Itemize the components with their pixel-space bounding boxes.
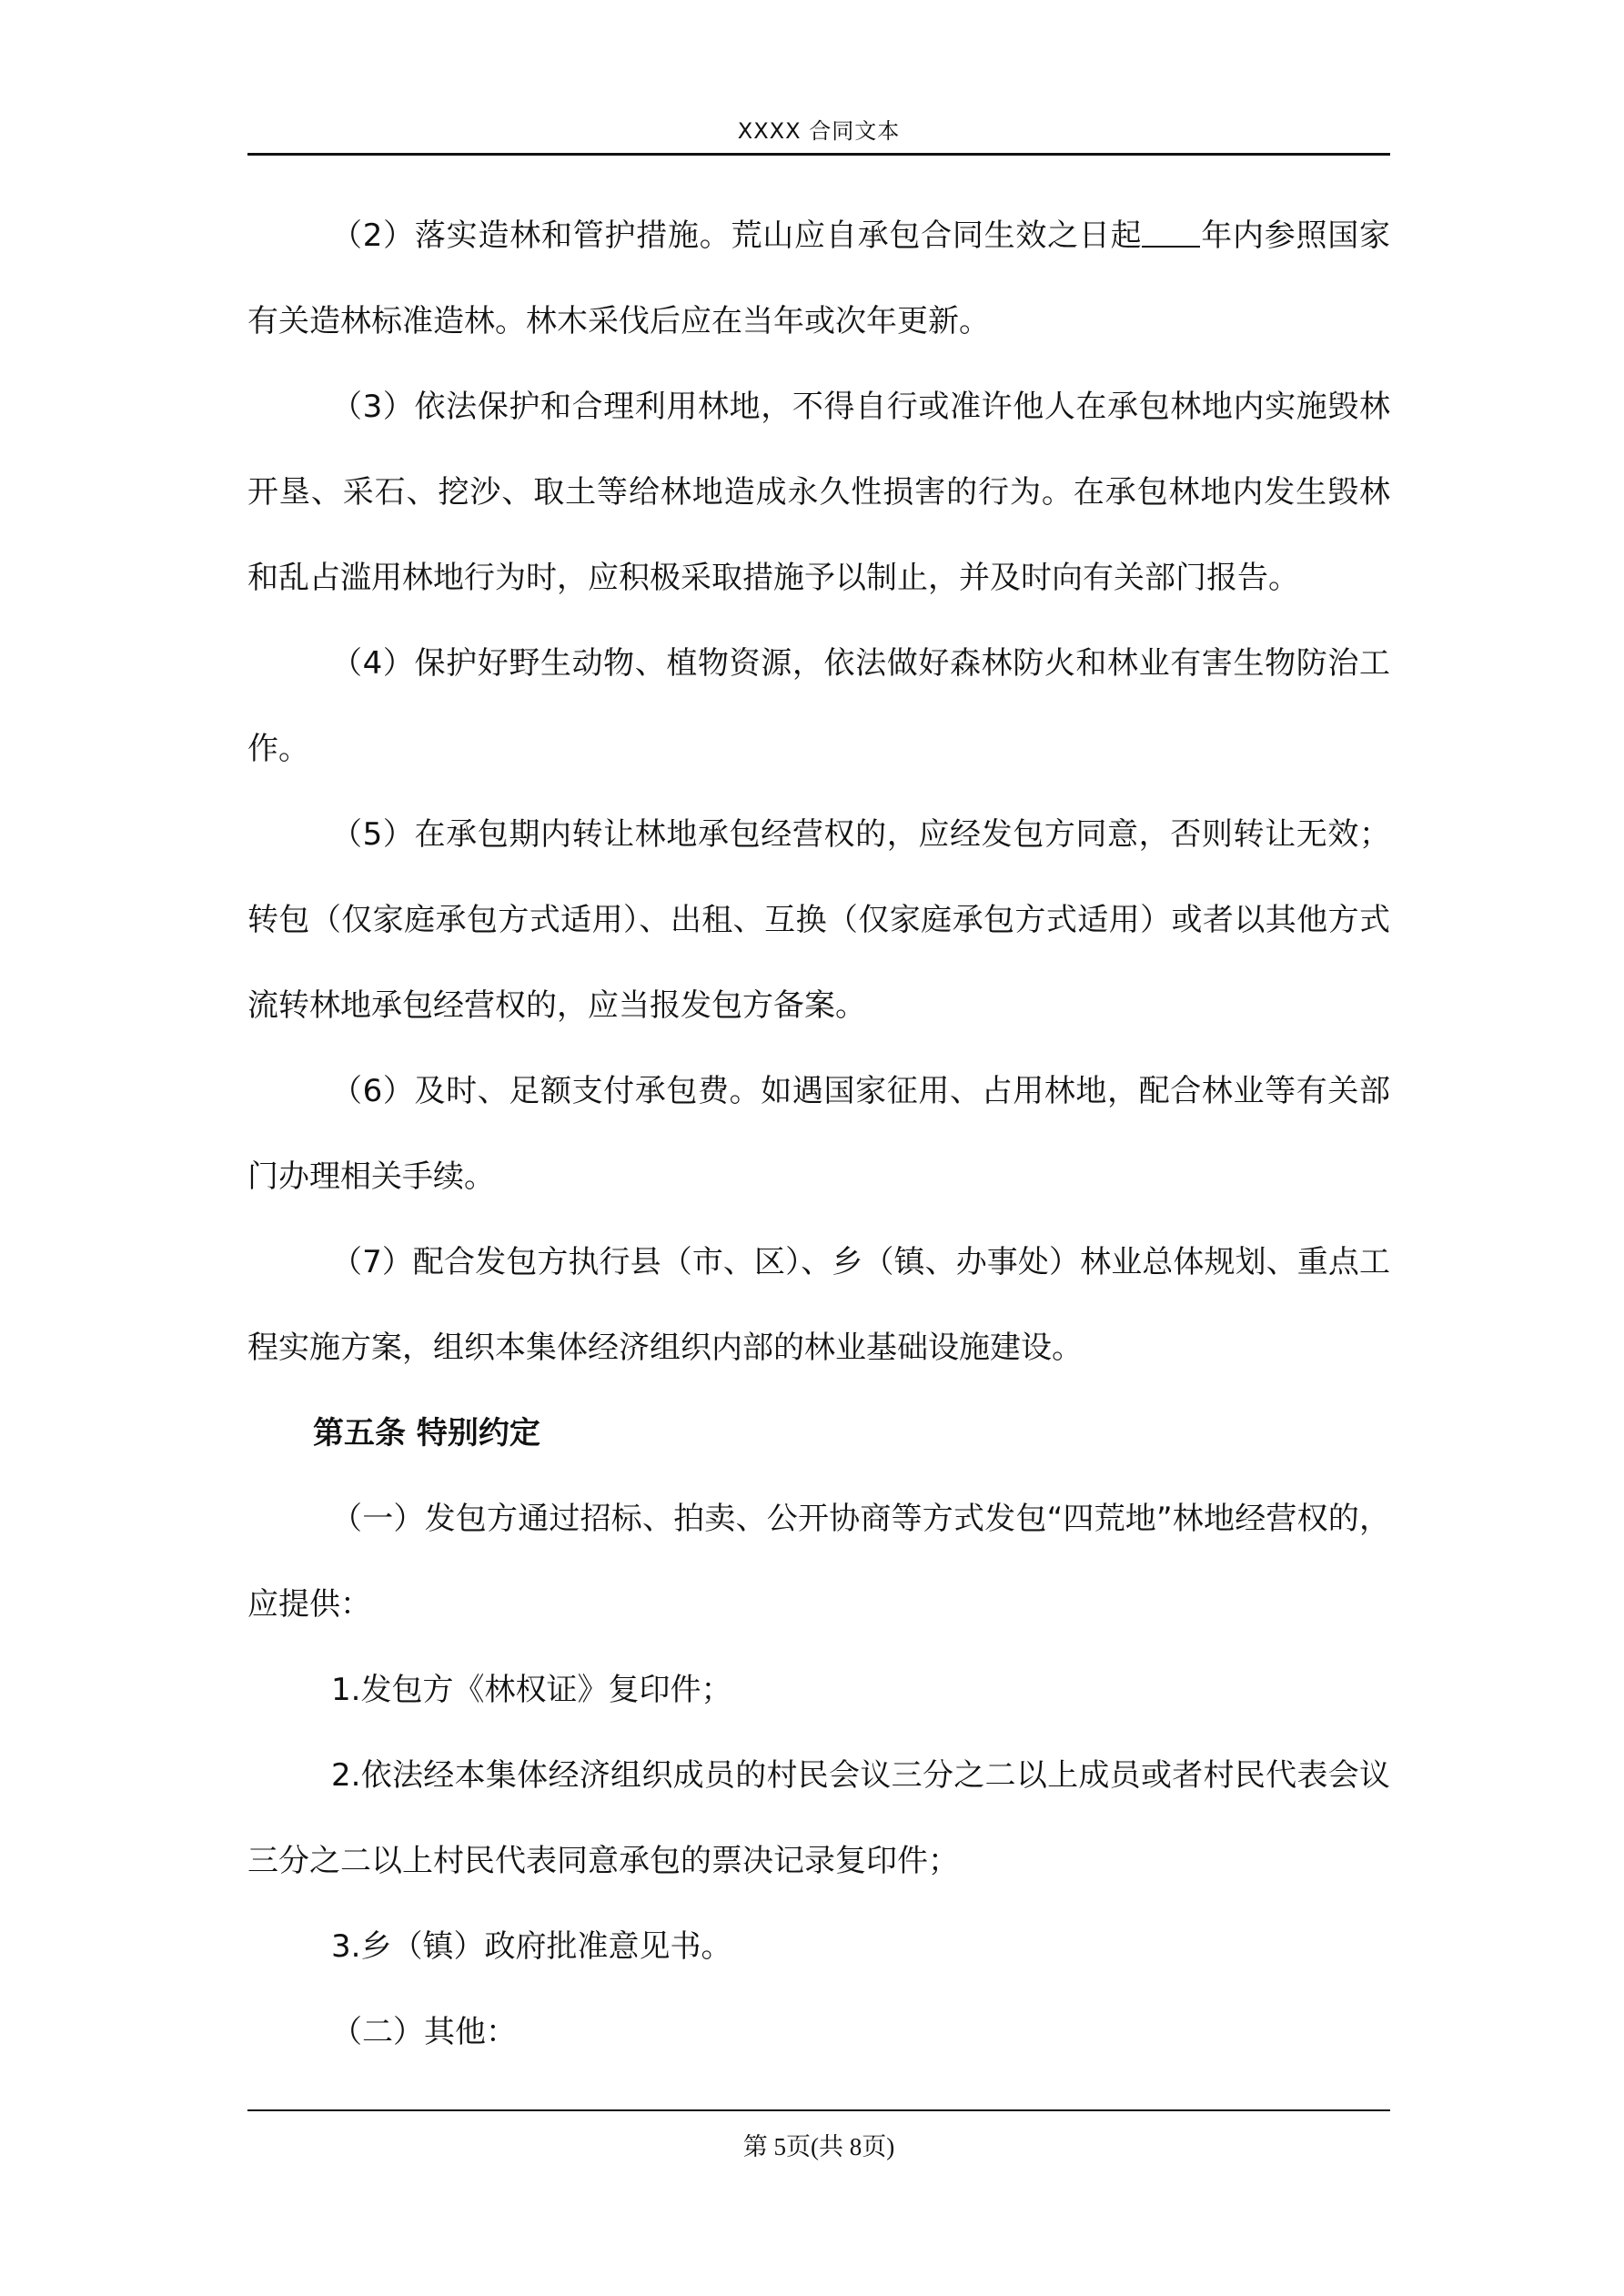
paragraph-3: （3）依法保护和合理利用林地，不得自行或准许他人在承包林地内实施毁林开垦、采石、挖沙、取土等给林地造成永久性损害的行为。在承包林地内发生毁林和乱占滥用林地行为时，应积极采取措施予以制止，并及时向有关部门报告。 — [247, 389, 1390, 596]
article-5-heading: 第五条 特别约定 — [313, 1415, 540, 1451]
page-number: 第 5页(共 8页) — [742, 2133, 895, 2160]
paragraph-6: （6）及时、足额支付承包费。如遇国家征用、占用林地，配合林业等有关部门办理相关手续。 — [247, 1073, 1390, 1195]
fill-in-blank — [1142, 218, 1200, 248]
paragraph-2 — [247, 193, 1390, 364]
paragraph-2-text-before: （2）落实造林和管护措施。荒山应自承包合同生效之日起 — [331, 217, 1143, 254]
footer-divider — [247, 2109, 1390, 2111]
paragraph-2-text-after: 年内参照国家有关造林标准造林。林木采伐后应在当年或次年更新。 — [247, 217, 1391, 339]
paragraph-4: （4）保护好野生动物、植物资源，依法做好森林防火和林业有害生物防治工作。 — [247, 645, 1390, 767]
section-1-item-2: 2.依法经本集体经济组织成员的村民会议三分之二以上成员或者村民代表会议三分之二以上村民代表同意承包的票决记录复印件； — [247, 1757, 1390, 1879]
section-1-item-1: 1.发包方《林权证》复印件； — [331, 1672, 732, 1708]
document-body — [247, 193, 1390, 2075]
section-1-item-3: 3.乡（镇）政府批准意见书。 — [331, 1928, 732, 1965]
paragraph-5: （5）在承包期内转让林地承包经营权的，应经发包方同意，否则转让无效；转包（仅家庭承包方式适用）、出租、互换（仅家庭承包方式适用）或者以其他方式流转林地承包经营权的，应当报发包方备案。 — [247, 816, 1390, 1024]
page-header — [247, 111, 1390, 156]
header-title: XXXX 合同文本 — [737, 118, 901, 144]
section-1: （一）发包方通过招标、拍卖、公开协商等方式发包“四荒地”林地经营权的，应提供： — [247, 1501, 1390, 1623]
paragraph-7: （7）配合发包方执行县（市、区）、乡（镇、办事处）林业总体规划、重点工程实施方案，组织本集体经济组织内部的林业基础设施建设。 — [247, 1244, 1390, 1366]
section-2: （二）其他： — [331, 2014, 517, 2050]
